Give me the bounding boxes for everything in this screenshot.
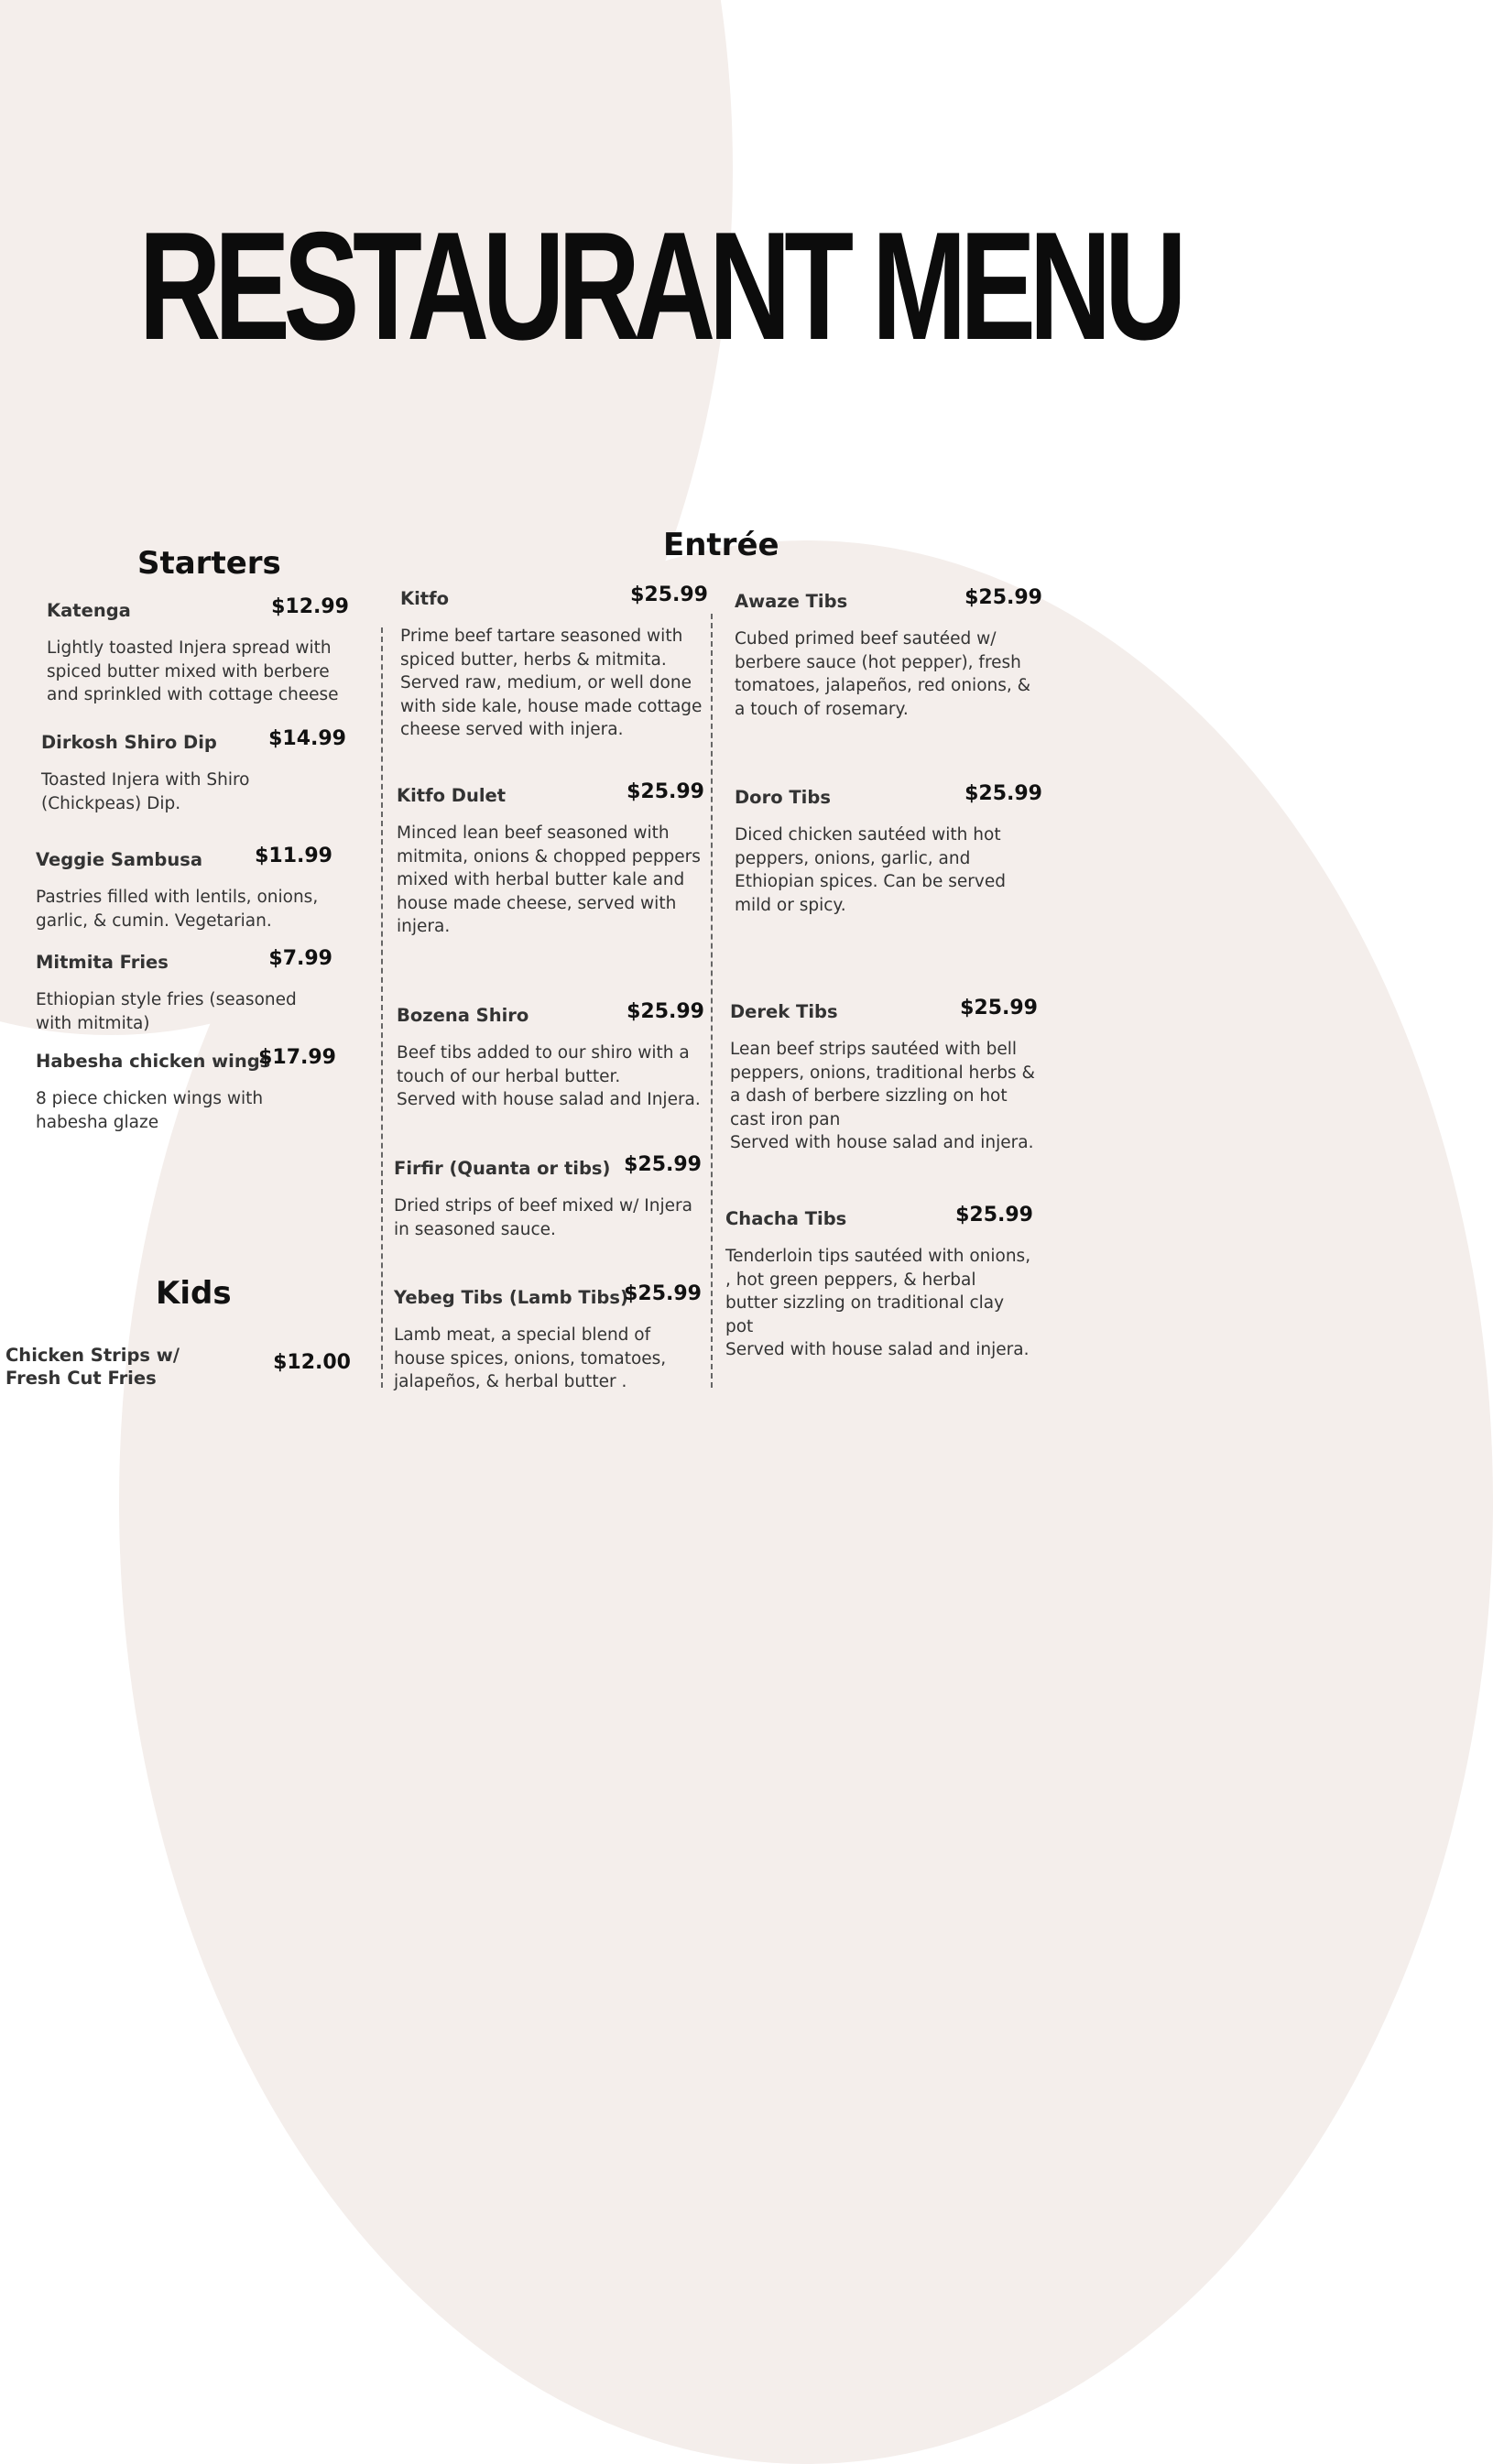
item-name: Bozena Shiro bbox=[397, 1005, 529, 1026]
item-description: Minced lean beef seasoned with mitmita, onions & chopped peppers mixed with herbal butter kale and house made cheese, served with injera. bbox=[397, 823, 701, 937]
item-name: Kitfo bbox=[400, 588, 449, 609]
menu-item bbox=[41, 727, 346, 815]
section-heading-entree: Entrée bbox=[663, 527, 779, 563]
section-heading-starters: Starters bbox=[137, 545, 281, 582]
item-price: $25.99 bbox=[630, 583, 708, 606]
item-name: Yebeg Tibs (Lamb Tibs) bbox=[394, 1287, 628, 1308]
menu-item bbox=[36, 947, 332, 1035]
item-name: Kitfo Dulet bbox=[397, 785, 507, 806]
item-price: $14.99 bbox=[268, 727, 346, 750]
item-name: Doro Tibs bbox=[735, 787, 831, 808]
item-price: $25.99 bbox=[955, 1204, 1033, 1227]
item-price: $25.99 bbox=[964, 782, 1042, 805]
section-heading-kids: Kids bbox=[156, 1275, 232, 1312]
item-description: Ethiopian style fries (seasoned with mitmita) bbox=[36, 990, 297, 1033]
item-price: $17.99 bbox=[258, 1046, 336, 1069]
item-name: Chicken Strips w/ Fresh Cut Fries bbox=[5, 1345, 180, 1390]
item-name: Mitmita Fries bbox=[36, 952, 169, 973]
item-description: Lean beef strips sautéed with bell peppers, onions, traditional herbs & a dash of berbere sizzling on hot cast iron pan Served with house salad and injera. bbox=[730, 1040, 1035, 1153]
column-divider-left bbox=[381, 627, 383, 1388]
item-description: Prime beef tartare seasoned with spiced butter, herbs & mitmita. Served raw, medium, or well done with side kale, house made cottage cheese served with injera. bbox=[400, 627, 703, 740]
item-price: $25.99 bbox=[624, 1153, 702, 1176]
menu-item bbox=[36, 845, 332, 932]
menu-item bbox=[725, 1204, 1033, 1362]
item-price: $25.99 bbox=[627, 1000, 704, 1023]
item-description: 8 piece chicken wings with habesha glaze bbox=[36, 1089, 264, 1132]
menu-item bbox=[397, 780, 704, 939]
item-price: $25.99 bbox=[624, 1282, 702, 1305]
item-description: Lamb meat, a special blend of house spices, onions, tomatoes, jalapeños, & herbal butter . bbox=[394, 1325, 667, 1392]
item-name: Derek Tibs bbox=[730, 1001, 838, 1022]
menu-item bbox=[400, 583, 708, 742]
menu-item bbox=[730, 997, 1038, 1155]
item-description: Lightly toasted Injera spread with spiced butter mixed with berbere and sprinkled with cottage cheese bbox=[47, 638, 339, 705]
menu-item bbox=[394, 1282, 702, 1394]
item-description: Diced chicken sautéed with hot peppers, onions, garlic, and Ethiopian spices. Can be served mild or spicy. bbox=[735, 825, 1006, 915]
menu-item bbox=[397, 1000, 704, 1112]
item-price: $12.00 bbox=[273, 1351, 351, 1374]
menu-item bbox=[36, 1046, 336, 1134]
item-name: Habesha chicken wings bbox=[36, 1051, 271, 1072]
menu-item bbox=[394, 1153, 702, 1241]
item-price: $25.99 bbox=[960, 997, 1038, 1019]
menu-item bbox=[735, 586, 1042, 721]
item-name: Chacha Tibs bbox=[725, 1208, 847, 1229]
item-description: Cubed primed beef sautéed w/ berbere sauce (hot pepper), fresh tomatoes, jalapeños, red onions, & a touch of rosemary. bbox=[735, 629, 1031, 719]
item-price: $25.99 bbox=[964, 586, 1042, 609]
item-price: $11.99 bbox=[255, 845, 332, 867]
item-price: $7.99 bbox=[268, 947, 332, 970]
item-description: Tenderloin tips sautéed with onions, , hot green peppers, & herbal butter sizzling on traditional clay pot Served with house salad and injera. bbox=[725, 1247, 1031, 1360]
menu-item bbox=[735, 782, 1042, 917]
item-name: Katenga bbox=[47, 600, 131, 621]
item-name: Awaze Tibs bbox=[735, 591, 848, 612]
item-name: Veggie Sambusa bbox=[36, 849, 202, 870]
item-price: $12.99 bbox=[271, 595, 349, 618]
item-description: Dried strips of beef mixed w/ Injera in seasoned sauce. bbox=[394, 1196, 692, 1239]
menu-title: RESTAURANT MENU bbox=[138, 200, 1181, 372]
item-description: Pastries filled with lentils, onions, garlic, & cumin. Vegetarian. bbox=[36, 888, 319, 931]
item-price: $25.99 bbox=[627, 780, 704, 803]
item-description: Beef tibs added to our shiro with a touch of our herbal butter. Served with house salad and Injera. bbox=[397, 1043, 701, 1110]
item-description: Toasted Injera with Shiro (Chickpeas) Dip. bbox=[41, 770, 250, 813]
menu-item-kids bbox=[5, 1344, 351, 1390]
menu-item bbox=[47, 595, 349, 707]
column-divider-right bbox=[711, 614, 713, 1388]
item-name: Firfir (Quanta or tibs) bbox=[394, 1158, 611, 1179]
item-name: Dirkosh Shiro Dip bbox=[41, 732, 217, 753]
